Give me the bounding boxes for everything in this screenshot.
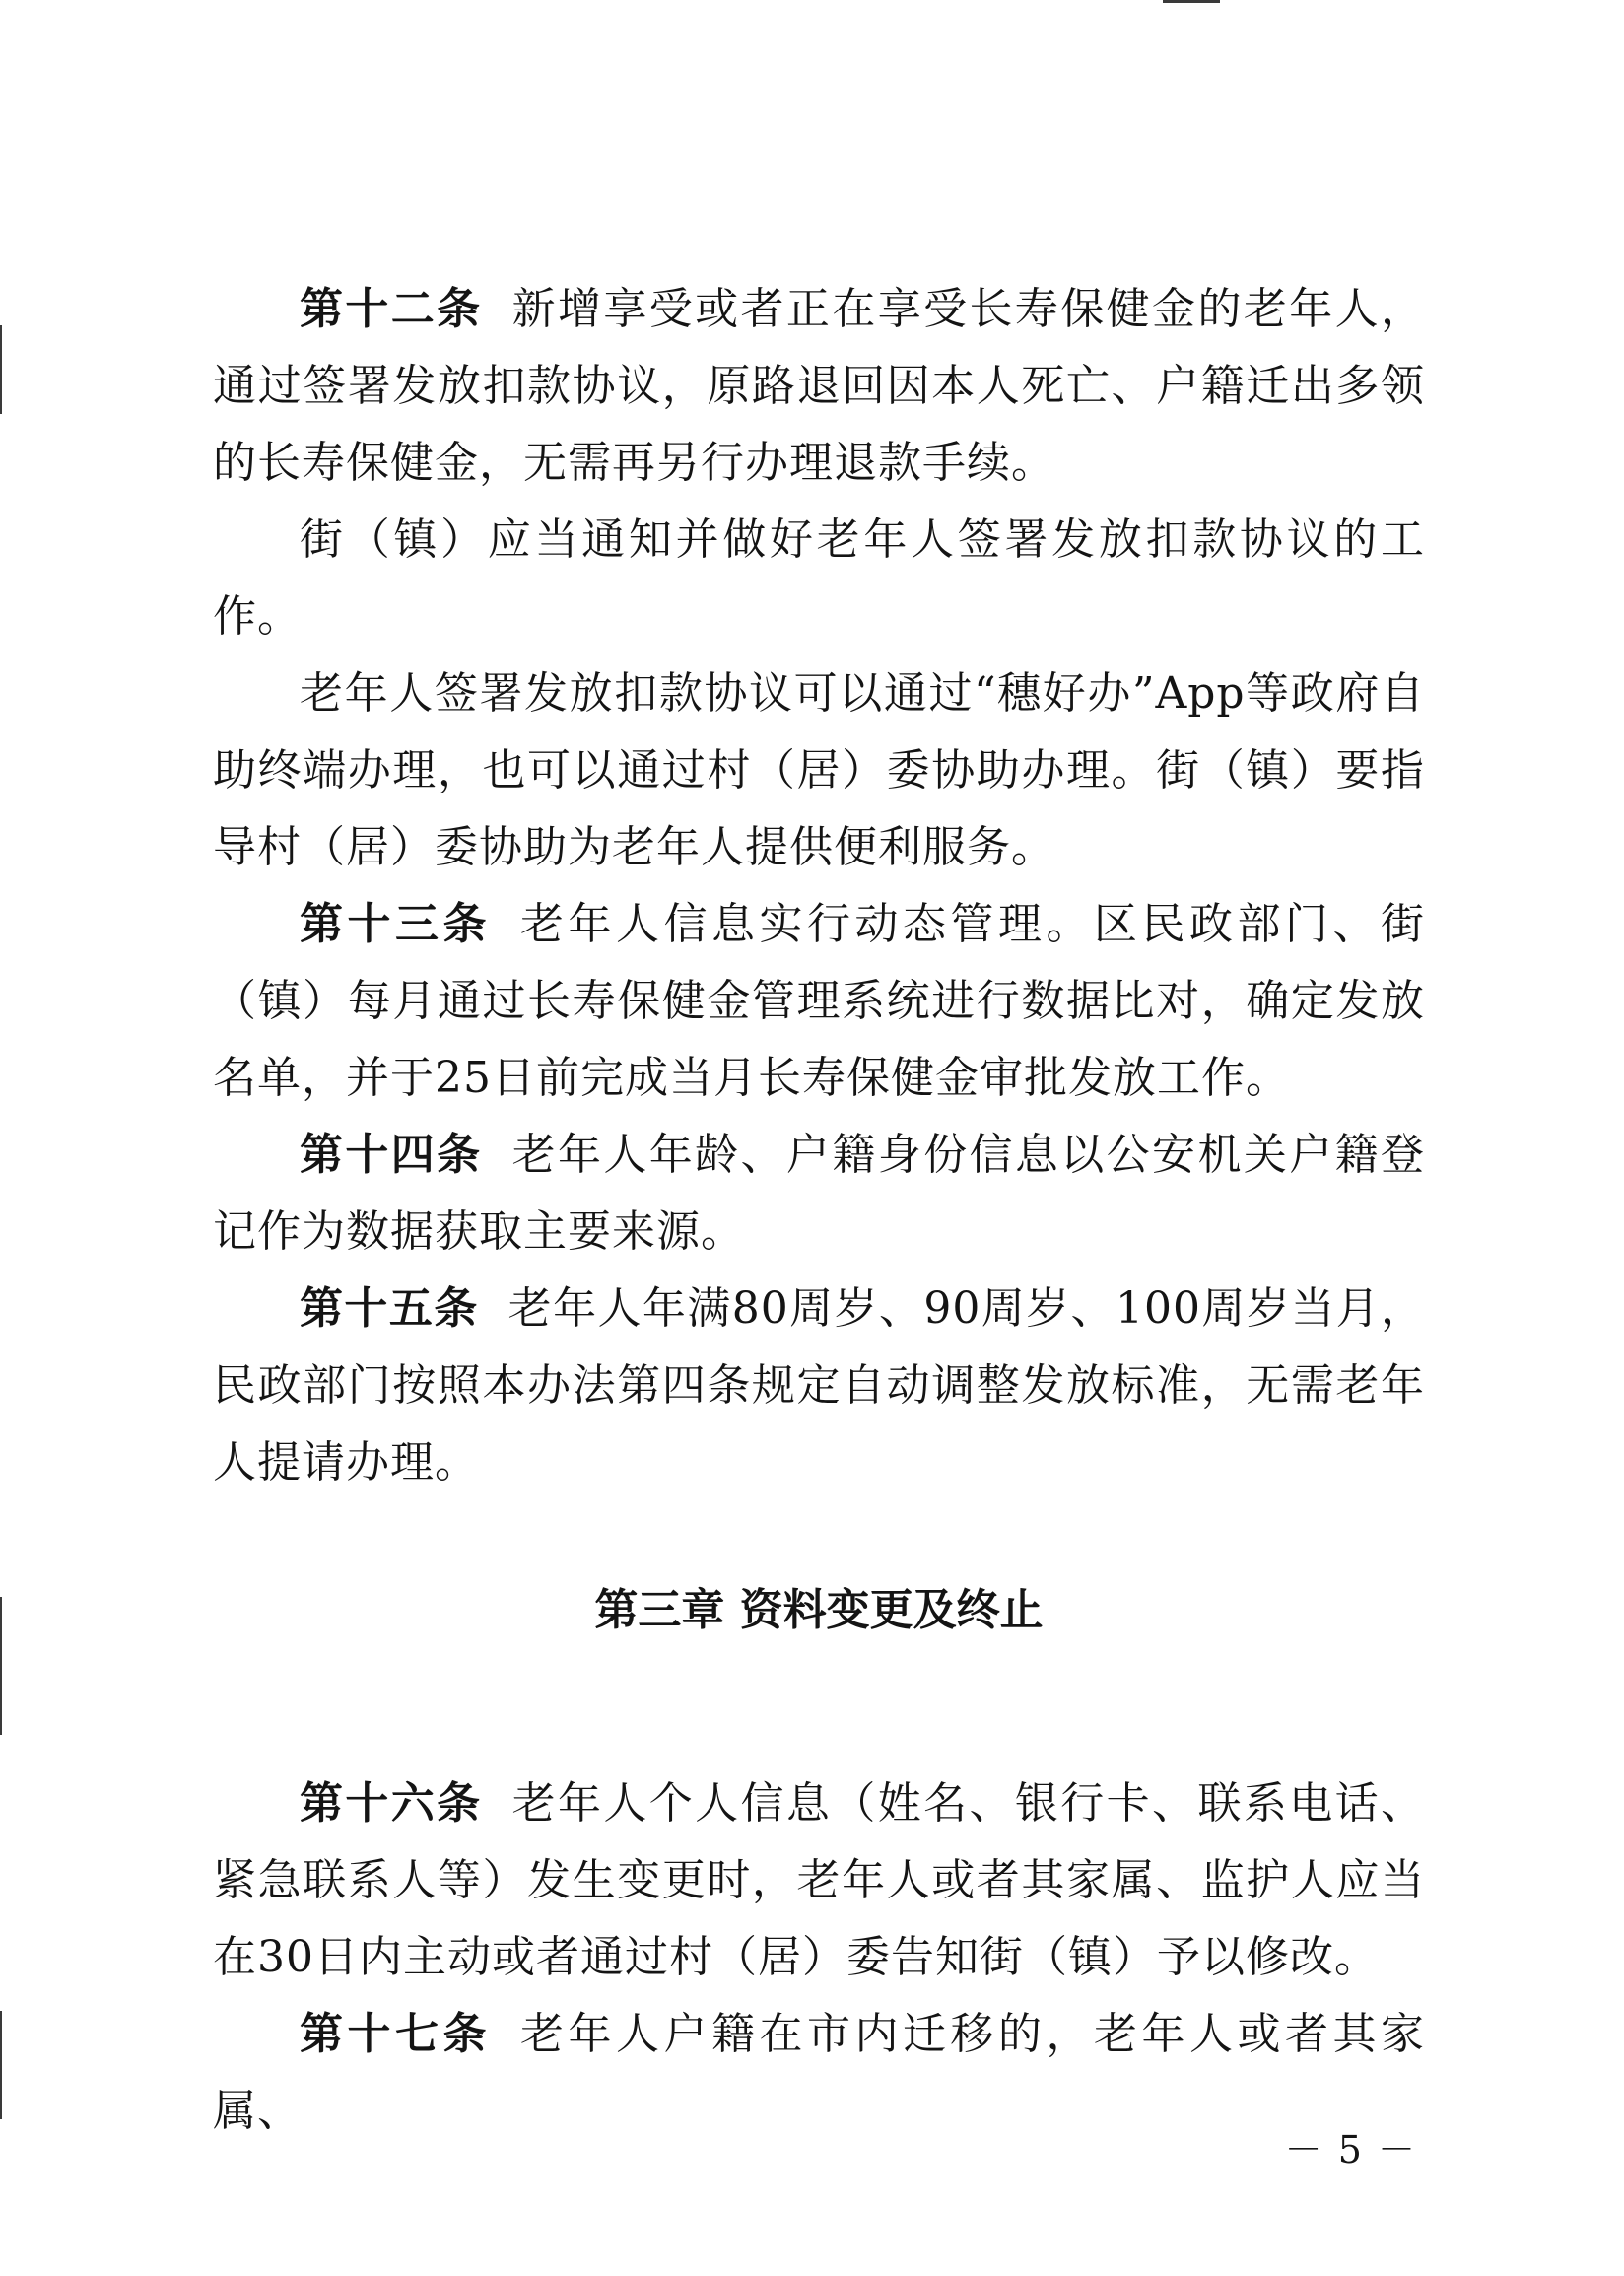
article-text: 老年人签署发放扣款协议可以通过“穗好办”App等政府自助终端办理，也可以通过村（居）委协助办理。街（镇）要指导村（居）委协助为老年人提供便利服务。: [213, 668, 1425, 872]
article-12-paragraph-2: [213, 502, 1425, 655]
article-number: 第十六条: [300, 1778, 483, 1828]
scan-edge-mark: [0, 1597, 2, 1735]
article-13: [213, 886, 1425, 1117]
article-number: 第十四条: [300, 1130, 483, 1180]
article-text: 老年人信息实行动态管理。区民政部门、街（镇）每月通过长寿保健金管理系统进行数据比对，确定发放名单，并于25日前完成当月长寿保健金审批发放工作。: [213, 899, 1425, 1103]
article-number: 第十二条: [300, 284, 483, 334]
article-14: [213, 1117, 1425, 1271]
article-text: 老年人年满80周岁、90周岁、100周岁当月，民政部门按照本办法第四条规定自动调整发放标准，无需老年人提请办理。: [213, 1283, 1426, 1487]
scan-edge-mark: [1163, 0, 1220, 3]
scan-edge-mark: [0, 2011, 2, 2119]
article-text: 老年人户籍在市内迁移的，老年人或者其家属、: [213, 2009, 1425, 2136]
article-text: 街（镇）应当通知并做好老年人签署发放扣款协议的工作。: [213, 515, 1425, 642]
article-12: [213, 271, 1425, 502]
article-number: 第十七条: [300, 2009, 491, 2059]
article-text: 老年人个人信息（姓名、银行卡、联系电话、紧急联系人等）发生变更时，老年人或者其家属、监护人应当在30日内主动或者通过村（居）委告知街（镇）予以修改。: [213, 1778, 1426, 1982]
article-number: 第十五条: [300, 1283, 479, 1334]
article-16: [213, 1765, 1425, 1996]
document-body: [213, 271, 1425, 2150]
article-text: 新增享受或者正在享受长寿保健金的老年人，通过签署发放扣款协议，原路退回因本人死亡、户籍迁出多领的长寿保健金，无需再另行办理退款手续。: [213, 284, 1426, 488]
article-number: 第十三条: [300, 899, 491, 949]
chapter-title: 第三章 资料变更及终止: [594, 1585, 1044, 1635]
article-12-paragraph-3: [213, 655, 1425, 886]
article-text: 老年人年龄、户籍身份信息以公安机关户籍登记作为数据获取主要来源。: [213, 1130, 1426, 1257]
page-number: － 5 －: [1284, 2128, 1417, 2172]
article-15: [213, 1271, 1425, 1501]
scan-edge-mark: [0, 325, 2, 414]
article-17: [213, 1996, 1425, 2150]
